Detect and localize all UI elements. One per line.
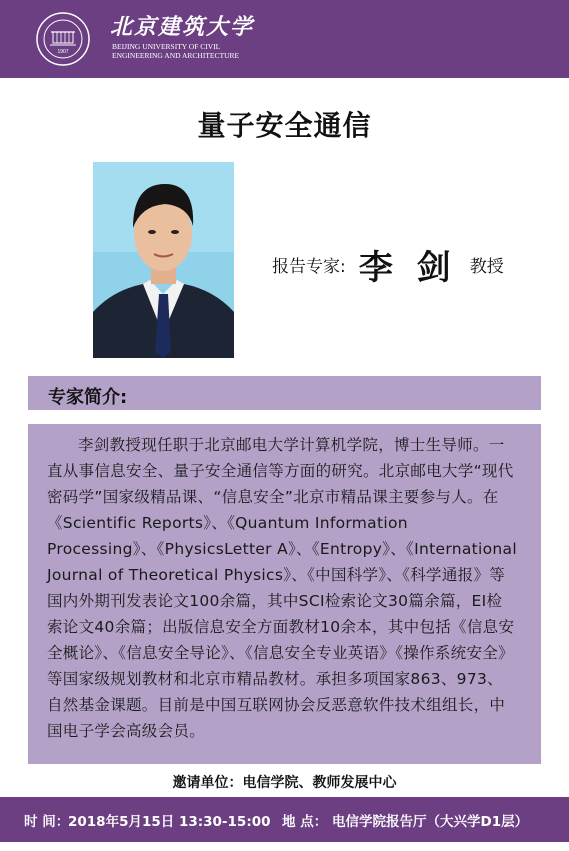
university-name-en <box>112 42 239 60</box>
seal-year: 1907 <box>57 49 69 55</box>
speaker-label: 报告专家: <box>272 257 346 277</box>
intro-heading: 专家简介: <box>48 387 128 408</box>
intro-header-band <box>28 376 541 410</box>
speaker-name: 李 剑 <box>358 248 457 288</box>
invite-units: 邀请单位：电信学院、教师发展中心 <box>172 775 397 791</box>
speaker-rank: 教授 <box>469 257 504 277</box>
footer-banner <box>0 797 569 842</box>
university-name-cn: 北京建筑大学 <box>110 14 255 40</box>
bio-text: 李剑教授现任职于北京邮电大学计算机学院，博士生导师。一直从事信息安全、量子安全通信等方面的研究。北京邮电大学“现代密码学”国家级精品课、“信息安全”北京市精品课主要参与人。在《Scientific Reports》、《Quantum Information Processing》、《PhysicsLetter A》、《Entropy》、《International Journal of Theoretical Physics》、《中国科学》、《科学通报》等国内外期刊发表论文100余篇，其中SCI检索论文30篇余篇，EI检索论文40余篇；出版信息安全方面教材10余本，其中包括《信息安全概论》、《信息安全导论》、《信息安全专业英语》《操作系统安全》等国家级规划教材和北京市精品教材。承担多项国家863、973、自然基金课题。目前是中国互联网协会反恶意软件技术组组长，中国电子学会高级会员。 <box>47 436 517 740</box>
speaker-portrait-image <box>93 162 234 358</box>
place-value: 电信学院报告厅（大兴学D1层） <box>332 814 529 830</box>
university-name-en-line1: BEIJING UNIVERSITY OF CIVIL <box>112 42 221 51</box>
place-label: 地 点： <box>282 814 328 830</box>
speaker-photo <box>93 162 234 358</box>
time-label: 时 间： <box>24 814 70 830</box>
university-seal-icon <box>36 12 90 66</box>
time-value: 2018年5月15日 13:30-15:00 <box>68 814 271 830</box>
header-banner <box>0 0 569 78</box>
speaker-line <box>272 240 504 289</box>
university-name-en-line2: ENGINEERING AND ARCHITECTURE <box>112 51 240 60</box>
lecture-title: 量子安全通信 <box>197 109 372 142</box>
